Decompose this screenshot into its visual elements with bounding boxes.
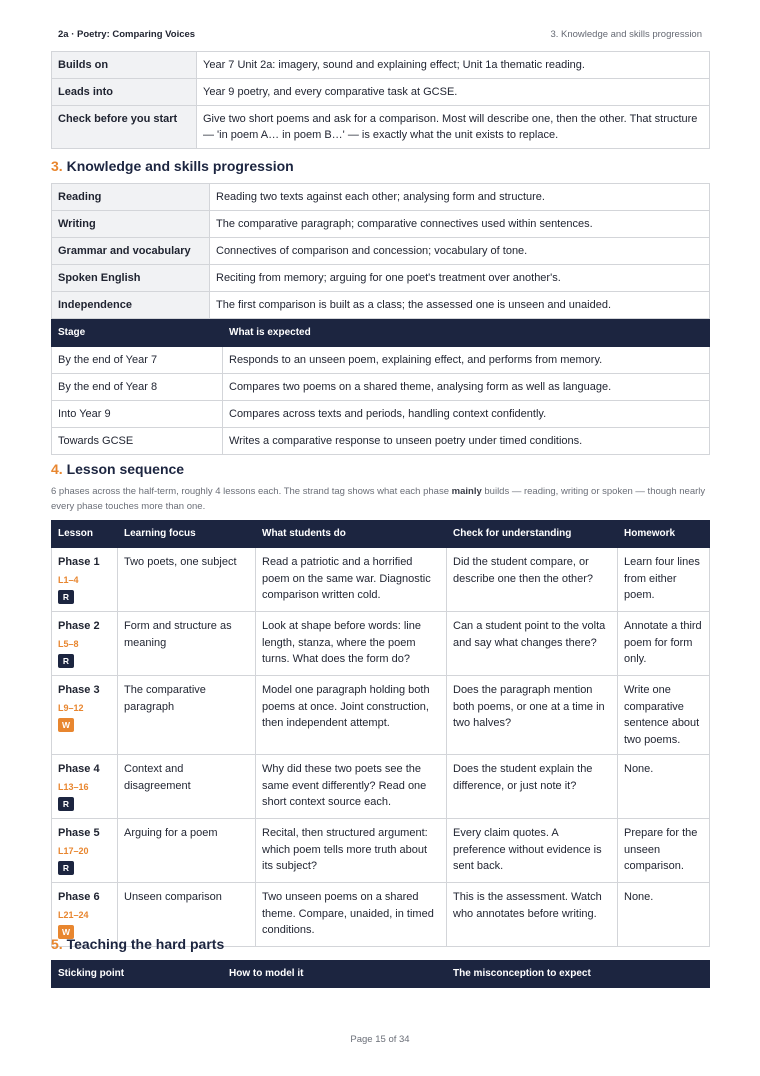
focus-cell: Context and disagreement [118,755,256,819]
table-row [52,292,710,319]
activity-cell: Look at shape before words: line length, stanza, where the poem turns. What does the form do? [256,612,447,676]
column-header: Check for understanding [447,521,618,548]
activity-cell: Why did these two poets see the same event differently? Read one short context source each. [256,755,447,819]
row-key: Writing [52,211,210,238]
table-header-row [52,961,710,988]
stage-cell: Into Year 9 [52,401,223,428]
strand-tag: R [58,590,74,604]
lesson-range: L17–20 [58,845,89,856]
skills-table [51,183,710,319]
section-heading-3 [51,158,294,174]
table-row [52,819,710,883]
table-row [52,374,710,401]
section-title: Lesson sequence [66,461,185,477]
running-header [51,29,702,43]
activity-cell: Two unseen poems on a shared theme. Compare, unaided, in timed conditions. [256,883,447,947]
stage-cell: By the end of Year 8 [52,374,223,401]
check-cell: Does the paragraph mention both poems, or one at a time in two halves? [447,676,618,755]
row-key: Reading [52,184,210,211]
lesson-cell [52,819,118,883]
table-row [52,612,710,676]
section-title: Knowledge and skills progression [66,158,294,174]
stage-table [51,319,710,455]
row-value: The comparative paragraph; comparative connectives used within sentences. [210,211,710,238]
stage-cell: Towards GCSE [52,428,223,455]
activity-cell: Model one paragraph holding both poems at once. Joint construction, then independent attempt. [256,676,447,755]
strand-tag: W [58,925,74,939]
column-header: Homework [618,521,710,548]
phase-name: Phase 2 [58,620,100,632]
activity-cell: Read a patriotic and a horrified poem on the same war. Diagnostic comparison written cold. [256,548,447,612]
table-row [52,676,710,755]
homework-cell: None. [618,755,710,819]
homework-cell: Prepare for the unseen comparison. [618,819,710,883]
row-key: Grammar and vocabulary [52,238,210,265]
table-row [52,79,710,106]
expected-cell: Writes a comparative response to unseen poetry under timed conditions. [223,428,710,455]
section-number: 3. [51,158,63,174]
expected-cell: Compares across texts and periods, handling context confidently. [223,401,710,428]
row-key: Builds on [52,52,197,79]
hard-parts-table [51,960,710,988]
table-header-row [52,320,710,347]
section-heading-5 [51,936,224,952]
check-cell: Did the student compare, or describe one then the other? [447,548,618,612]
section-intro [51,484,706,514]
column-header: Sticking point [52,961,223,988]
lesson-range: L1–4 [58,574,79,585]
row-value: Reciting from memory; arguing for one poet's treatment over another's. [210,265,710,292]
strand-tag: R [58,654,74,668]
phase-name: Phase 1 [58,556,100,568]
row-key: Leads into [52,79,197,106]
column-header: Learning focus [118,521,256,548]
lesson-cell [52,676,118,755]
check-cell: This is the assessment. Watch who annotates before writing. [447,883,618,947]
row-value: Connectives of comparison and concession; vocabulary of tone. [210,238,710,265]
table-row [52,238,710,265]
homework-cell: Annotate a third poem for form only. [618,612,710,676]
table-row [52,211,710,238]
page-number: Page 15 of 34 [350,1034,410,1045]
row-key: Check before you start [52,106,197,149]
focus-cell: Form and structure as meaning [118,612,256,676]
homework-cell: Learn four lines from either poem. [618,548,710,612]
phase-name: Phase 4 [58,763,100,775]
row-value: Reading two texts against each other; analysing form and structure. [210,184,710,211]
check-cell: Does the student explain the difference, or just note it? [447,755,618,819]
table-row [52,548,710,612]
lesson-cell [52,755,118,819]
column-header: Lesson [52,521,118,548]
table-row [52,401,710,428]
homework-cell: None. [618,883,710,947]
column-header: The misconception to expect [447,961,710,988]
check-cell: Can a student point to the volta and say what changes there? [447,612,618,676]
homework-cell: Write one comparative sentence about two poems. [618,676,710,755]
strand-tag: R [58,861,74,875]
header-unit-title: 2a · Poetry: Comparing Voices [58,29,196,40]
strand-tag: W [58,718,74,732]
section-number: 4. [51,461,63,477]
table-row [52,106,710,149]
row-key: Spoken English [52,265,210,292]
intro-text: 6 phases across the half-term, roughly 4 lessons each. The strand tag shows what each phase [51,486,452,497]
activity-cell: Recital, then structured argument: which poem tells more truth about its subject? [256,819,447,883]
row-value: Year 9 poetry, and every comparative task at GCSE. [197,79,710,106]
column-header: What students do [256,521,447,548]
phase-name: Phase 5 [58,827,100,839]
row-key: Independence [52,292,210,319]
stage-cell: By the end of Year 7 [52,347,223,374]
focus-cell: The comparative paragraph [118,676,256,755]
row-value: Year 7 Unit 2a: imagery, sound and explaining effect; Unit 1a thematic reading. [197,52,710,79]
table-row [52,52,710,79]
table-row [52,184,710,211]
phase-name: Phase 3 [58,684,100,696]
lesson-sequence-table [51,520,710,947]
section-number: 5. [51,936,63,952]
table-row [52,347,710,374]
intro-text: builds — reading, writing or spoken — though nearly every phase touches more than one. [51,486,706,512]
lesson-range: L13–16 [58,781,89,792]
row-value: The first comparison is built as a class; the assessed one is unseen and unaided. [210,292,710,319]
lesson-range: L9–12 [58,702,84,713]
focus-cell: Unseen comparison [118,883,256,947]
table-row [52,755,710,819]
check-cell: Every claim quotes. A preference without evidence is sent back. [447,819,618,883]
column-header: Stage [52,320,223,347]
header-section-title: 3. Knowledge and skills progression [550,29,702,40]
intro-emphasis: mainly [451,486,482,497]
context-table [51,51,710,149]
section-title: Teaching the hard parts [66,936,225,952]
lesson-range: L5–8 [58,638,79,649]
expected-cell: Responds to an unseen poem, explaining effect, and performs from memory. [223,347,710,374]
table-header-row [52,521,710,548]
lesson-cell [52,612,118,676]
table-row [52,265,710,292]
phase-name: Phase 6 [58,891,100,903]
section-heading-4 [51,461,184,477]
strand-tag: R [58,797,74,811]
lesson-cell [52,548,118,612]
table-row [52,428,710,455]
focus-cell: Two poets, one subject [118,548,256,612]
focus-cell: Arguing for a poem [118,819,256,883]
column-header: How to model it [223,961,447,988]
lesson-range: L21–24 [58,909,89,920]
row-value: Give two short poems and ask for a comparison. Most will describe one, then the other. That structure — 'in poem A… in poem B…' — is exactly what the unit exists to replace. [197,106,710,149]
column-header: What is expected [223,320,710,347]
expected-cell: Compares two poems on a shared theme, analysing form as well as language. [223,374,710,401]
